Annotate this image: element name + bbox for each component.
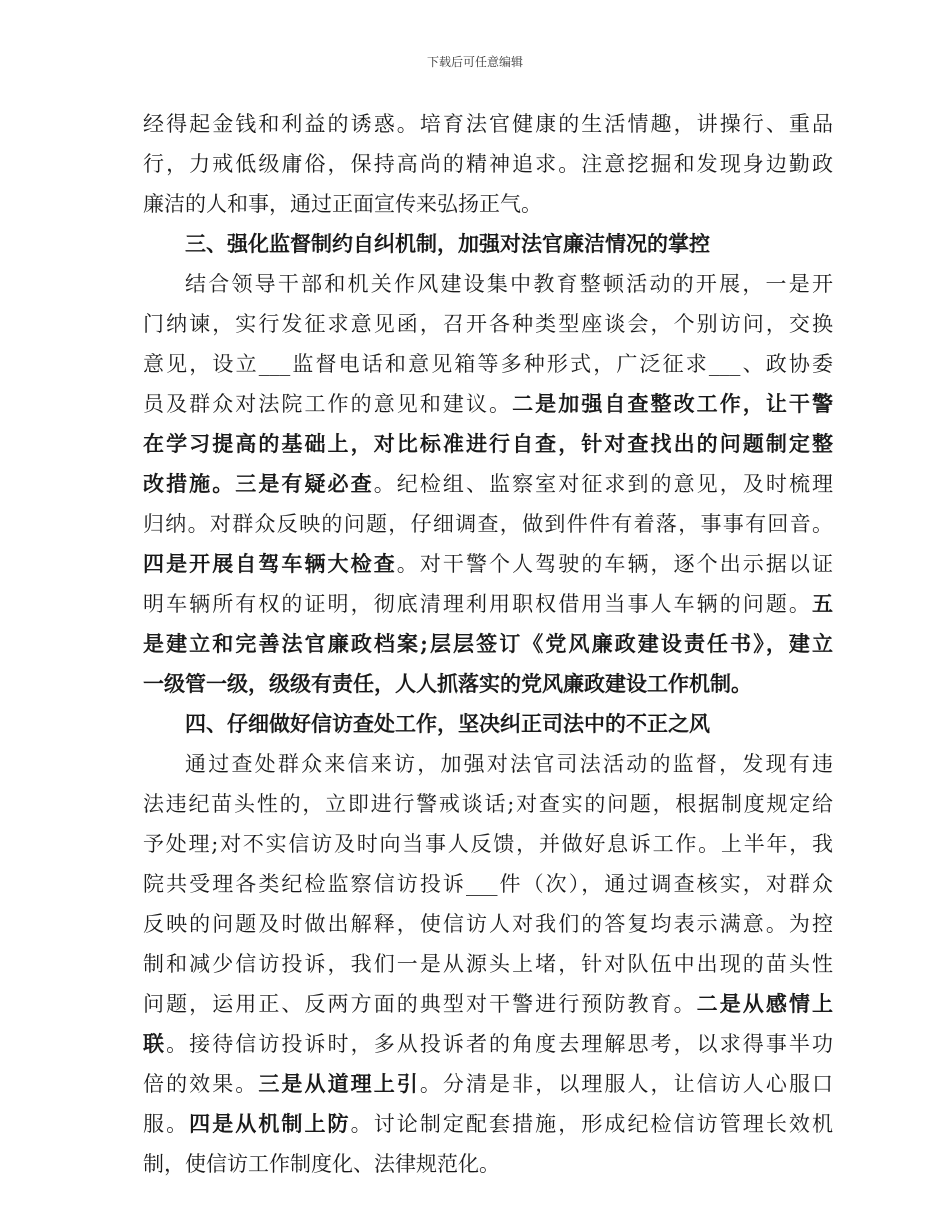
paragraph-line: 是建立和完善法官廉政档案;层层签订《党风廉政建设责任书》，建立 xyxy=(143,631,833,656)
paragraph-line: 廉洁的人和事，通过正面宣传来弘扬正气。 xyxy=(143,192,542,216)
text-run: 服。 xyxy=(143,1112,190,1136)
page-header: 下载后可任意编辑 xyxy=(426,55,523,69)
paragraph-line: 制和减少信访投诉，我们一是从源头上堵，针对队伍中出现的苗头性 xyxy=(143,952,833,976)
section-heading-4: 四、仔细做好信访查处工作，坚决纠正司法中的不正之风 xyxy=(185,711,710,736)
text-run: 。对干警个人驾驶的车辆，逐个出示据以证 xyxy=(396,552,834,576)
text-run: 。讨论制定配套措施，形成纪检信访管理长效机 xyxy=(350,1112,834,1136)
bold-text-run: 三是从道理上引 xyxy=(258,1071,420,1096)
paragraph-line: 门纳谏，实行发征求意见函，召开各种类型座谈会，个别访问，交换 xyxy=(143,312,833,336)
bold-text-run: 改措施。三是有疑必查 xyxy=(143,471,374,496)
bold-text-run: 二是从感情上 xyxy=(696,991,834,1016)
text-run: 明车辆所有权的证明，彻底清理利用职权借用当事人车辆的问题。 xyxy=(143,592,812,616)
paragraph-line: 予处理;对不实信访及时向当事人反馈，并做好息诉工作。上半年，我 xyxy=(143,832,833,856)
text-run: 。分清是非，以理服人，让信访人心服口 xyxy=(419,1072,834,1096)
paragraph-line: 意见，设立___监督电话和意见箱等多种形式，广泛征求___、政协委 xyxy=(143,352,833,376)
paragraph-line xyxy=(143,464,833,504)
paragraph-line: 在学习提高的基础上，对比标准进行自查，针对查找出的问题制定整 xyxy=(143,431,833,456)
paragraph-line: 归纳。对群众反映的问题，仔细调查，做到件件有着落，事事有回音。 xyxy=(143,512,833,536)
document-body xyxy=(143,104,833,1184)
bold-text-run: 联 xyxy=(143,1031,167,1056)
paragraph-line: 院共受理各类纪检监察信访投诉___件（次），通过调查核实，对群众 xyxy=(143,872,833,896)
text-run: 倍的效果。 xyxy=(143,1072,259,1096)
paragraph-line: 行，力戒低级庸俗，保持高尚的精神追求。注意挖掘和发现身边勤政 xyxy=(143,152,833,176)
text-run: 问题，运用正、反两方面的典型对干警进行预防教育。 xyxy=(143,992,697,1016)
bold-text-run: 四是开展自驾车辆大检查 xyxy=(143,551,397,576)
paragraph-line: 法违纪苗头性的，立即进行警戒谈话;对查实的问题，根据制度规定给 xyxy=(143,792,833,816)
paragraph-line: 经得起金钱和利益的诱惑。培育法官健康的生活情趣，讲操行、重品 xyxy=(143,112,833,136)
bold-text-run: 五 xyxy=(812,591,833,616)
paragraph-line xyxy=(143,984,833,1024)
paragraph-line xyxy=(143,584,833,624)
text-run: 员及群众对法院工作的意见和建议。 xyxy=(143,392,513,416)
text-run: 。接待信访投诉时，多从投诉者的角度去理解思考，以求得事半功 xyxy=(166,1032,834,1056)
paragraph-line: 制，使信访工作制度化、法律规范化。 xyxy=(143,1152,500,1176)
paragraph-line xyxy=(143,1104,833,1144)
paragraph-line: 一级管一级，级级有责任，人人抓落实的党风廉政建设工作机制。 xyxy=(143,671,752,696)
paragraph-line xyxy=(143,1064,833,1104)
paragraph-line xyxy=(143,384,833,424)
bold-text-run: 四是从机制上防 xyxy=(189,1111,351,1136)
text-run: 。纪检组、监察室对征求到的意见，及时梳理 xyxy=(373,472,834,496)
paragraph-line xyxy=(143,1024,833,1064)
section-heading-3: 三、强化监督制约自纠机制，加强对法官廉洁情况的掌控 xyxy=(185,231,710,256)
bold-text-run: 二是加强自查整改工作，让干警 xyxy=(512,391,834,416)
paragraph-line: 结合领导干部和机关作风建设集中教育整顿活动的开展，一是开 xyxy=(185,272,833,296)
paragraph-line: 通过查处群众来信来访，加强对法官司法活动的监督，发现有违 xyxy=(185,752,833,776)
paragraph-line: 反映的问题及时做出解释，使信访人对我们的答复均表示满意。为控 xyxy=(143,912,833,936)
paragraph-line xyxy=(143,544,833,584)
